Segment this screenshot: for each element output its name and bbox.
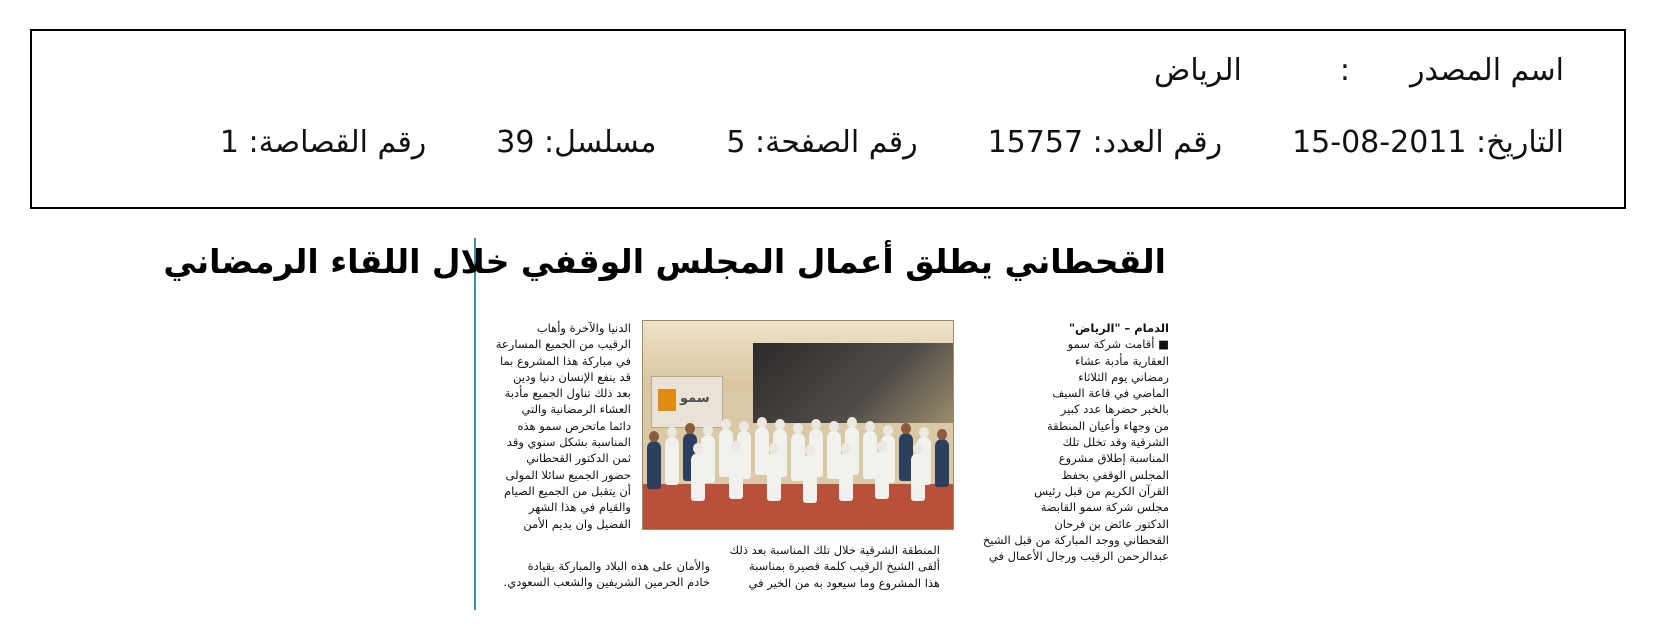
source-label: اسم المصدر xyxy=(1409,53,1564,88)
serial-field xyxy=(496,125,656,160)
text-line: عبدالرحمن الرقيب ورجال الأعمال في xyxy=(988,549,1169,564)
text-line: الشرقية وقد تخلل تلك xyxy=(1062,435,1169,450)
person-figure xyxy=(875,451,889,499)
logo-mark-icon xyxy=(658,389,676,411)
text-line: والقيام في هذا الشهر xyxy=(528,500,631,515)
text-line: الفضيل وان يديم الأمن xyxy=(523,516,631,531)
text-line: العقارية مأدبة عشاء xyxy=(1075,353,1169,368)
text-line: الماضي في قاعة السيف xyxy=(1052,386,1169,401)
text-line: الدنيا والآخرة وأهاب xyxy=(536,321,631,335)
person-figure xyxy=(935,439,949,487)
person-figure xyxy=(911,453,925,501)
article-column-left xyxy=(488,320,631,532)
person-figure xyxy=(691,453,705,501)
clip-number-value: 1 xyxy=(219,125,239,160)
text-line: ثمن الدكتور القحطاني xyxy=(526,451,631,466)
article-headline: القحطاني يطلق أعمال المجلس الوقفي خلال اللقاء الرمضاني xyxy=(163,242,1166,281)
text-line: ■ أقامت شركة سمو xyxy=(1067,337,1169,352)
clip-number-field xyxy=(220,125,426,160)
meta-row xyxy=(220,125,1564,160)
article-column-right xyxy=(959,320,1169,564)
text-line: من وجهاء وأعيان المنطقة xyxy=(1046,418,1169,433)
text-line: الدكتور عائض بن فرحان xyxy=(1054,516,1169,531)
text-line: خادم الحرمين الشريفين والشعب السعودي. xyxy=(503,575,710,590)
text-line: المنطقة الشرقية خلال تلك المناسبة بعد ذلك xyxy=(729,543,940,557)
article-column-left-bottom xyxy=(488,558,710,591)
source-colon: : xyxy=(1339,53,1350,88)
text-line: دائما ماتحرص سمو هذه xyxy=(517,418,631,433)
issue-label: رقم العدد: xyxy=(1092,125,1223,160)
newspaper-clipping xyxy=(163,238,1176,610)
text-line: أن يتقبل من الجميع الصيام xyxy=(504,483,631,498)
person-figure xyxy=(665,437,679,485)
text-line: الرقيب من الجميع المسارعة xyxy=(495,337,631,352)
text-line: والأمان على هذه البلاد والمباركة بقيادة xyxy=(527,559,710,573)
text-line: مجلس شركة سمو القابضة xyxy=(1040,500,1169,515)
photo-logo-text: سمو xyxy=(680,391,710,406)
text-line: المناسبة إطلاق مشروع xyxy=(1058,451,1169,466)
text-line: ألقى الشيخ الرقيب كلمة قصيرة بمناسبة xyxy=(748,559,940,574)
source-row xyxy=(1154,53,1564,88)
text-line: في مباركة هذا المشروع بما xyxy=(499,353,631,368)
text-line: قد ينفع الإنسان دنيا ودين xyxy=(513,369,631,384)
person-figure xyxy=(803,455,817,503)
photo-banner xyxy=(753,343,953,423)
person-figure xyxy=(839,453,853,501)
text-line: رمضاني يوم الثلاثاء xyxy=(1078,369,1169,384)
person-figure xyxy=(729,451,743,499)
photo-group xyxy=(643,413,953,493)
date-value: 2011-08-15 xyxy=(1292,125,1467,160)
serial-value: 39 xyxy=(496,125,535,160)
page-label: رقم الصفحة: xyxy=(755,125,918,160)
text-line: القحطاني ووجد المباركة من قبل الشيخ xyxy=(982,532,1169,547)
text-line: العشاء الرمضانية والتي xyxy=(521,402,631,417)
date-label: التاريخ: xyxy=(1476,125,1564,160)
person-figure xyxy=(647,441,661,489)
date-field xyxy=(1292,125,1564,160)
text-line: بعد ذلك تناول الجميع مأدبة xyxy=(504,386,631,401)
serial-label: مسلسل: xyxy=(544,125,657,160)
column-right-lines xyxy=(959,336,1169,564)
text-line: المجلس الوقفي بحفظ xyxy=(1061,467,1169,482)
text-line: هذا المشروع وما سيعود به من الخير في xyxy=(748,575,940,590)
person-figure xyxy=(767,453,781,501)
issue-field xyxy=(988,125,1222,160)
article-column-middle xyxy=(720,542,940,591)
clip-number-label: رقم القصاصة: xyxy=(248,125,427,160)
document-info-box xyxy=(30,29,1626,209)
page-field xyxy=(726,125,917,160)
issue-value: 15757 xyxy=(987,125,1084,160)
source-value: الرياض xyxy=(1154,53,1242,88)
article-photo xyxy=(642,320,954,530)
page-value: 5 xyxy=(726,125,746,160)
text-line: القرآن الكريم من قبل رئيس xyxy=(1034,483,1169,498)
text-line: المناسبة بشكل سنوي وقد xyxy=(506,435,631,450)
text-line: بالخبر حضرها عدد كبير xyxy=(1060,402,1169,417)
text-line: حضور الجميع سائلا المولى xyxy=(505,467,631,482)
article-dateline: الدمام – "الرياض" xyxy=(1068,321,1169,335)
